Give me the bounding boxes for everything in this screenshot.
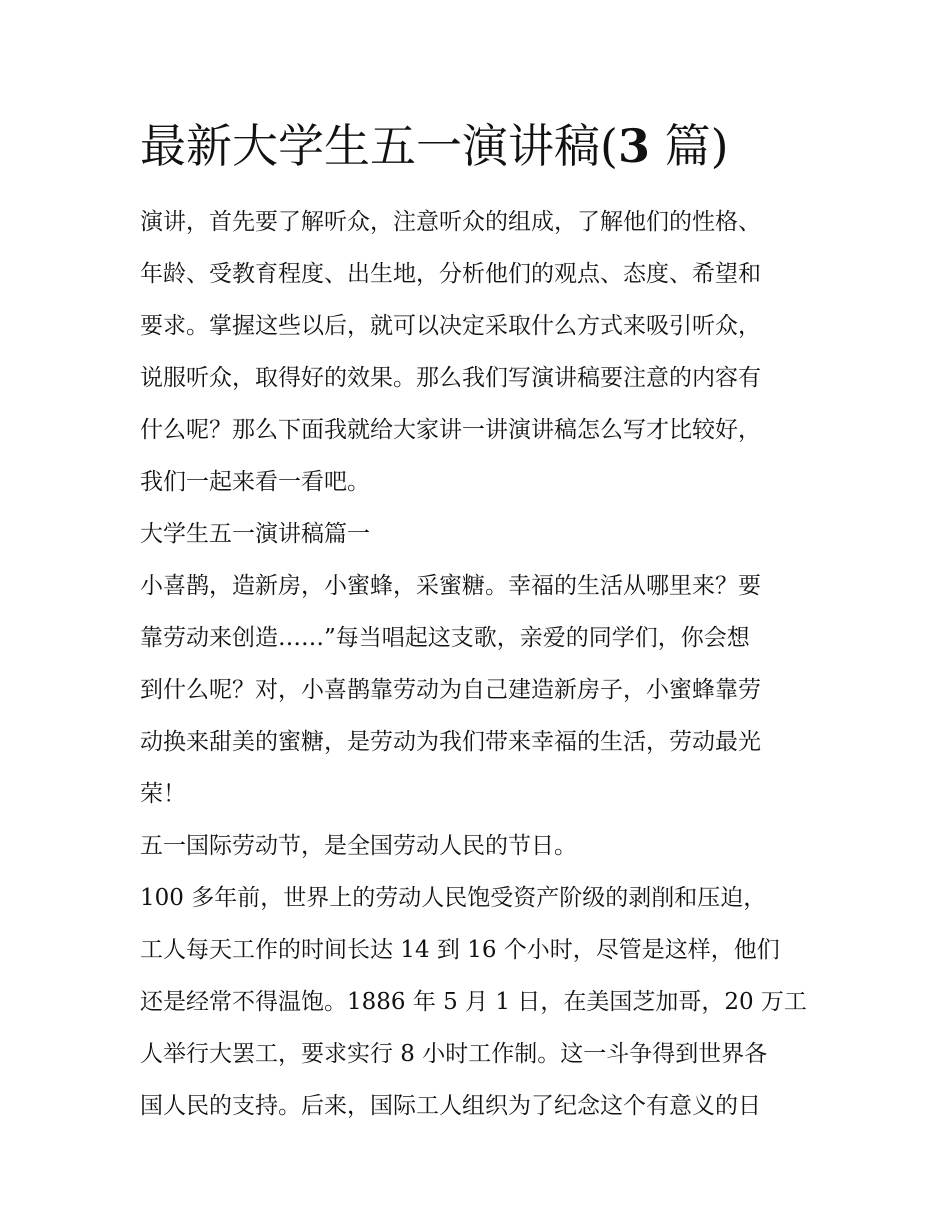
- text-line: 到什么呢？对，小喜鹊靠劳动为自己建造新房子，小蜜蜂靠劳: [140, 677, 761, 703]
- text-line: 国人民的支持。后来，国际工人组织为了纪念这个有意义的日: [140, 1093, 761, 1119]
- text-line: 动换来甜美的蜜糖，是劳动为我们带来幸福的生活，劳动最光: [140, 729, 761, 755]
- text-line: 我们一起来看一看吧。: [140, 469, 370, 495]
- text-line: 五一国际劳动节，是全国劳动人民的节日。: [140, 833, 577, 859]
- section-heading: 大学生五一演讲稿篇一: [140, 521, 370, 547]
- page-title: [140, 116, 840, 176]
- title-prefix: 最新大学生五一演讲稿(: [140, 119, 618, 173]
- title-number: 3: [617, 119, 650, 173]
- text-line: 什么呢？那么下面我就给大家讲一讲演讲稿怎么写才比较好，: [140, 417, 761, 443]
- text-line: 演讲，首先要了解听众，注意听众的组成，了解他们的性格、: [140, 209, 761, 235]
- text-line: 要求。掌握这些以后，就可以决定采取什么方式来吸引听众，: [140, 313, 761, 339]
- document-body: [140, 196, 820, 1132]
- text-line: 年龄、受教育程度、出生地，分析他们的观点、态度、希望和: [140, 261, 761, 287]
- text-line: 100 多年前，世界上的劳动人民饱受资产阶级的剥削和压迫，: [140, 885, 767, 911]
- text-line: 靠劳动来创造……”每当唱起这支歌，亲爱的同学们，你会想: [140, 625, 750, 651]
- text-line: 还是经常不得温饱。1886 年 5 月 1 日，在美国芝加哥，20 万工: [140, 989, 807, 1015]
- text-line: 人举行大罢工，要求实行 8 小时工作制。这一斗争得到世界各: [140, 1041, 768, 1067]
- title-suffix: 篇): [649, 119, 729, 173]
- text-line: 荣！: [140, 781, 186, 807]
- text-line: 说服听众，取得好的效果。那么我们写演讲稿要注意的内容有: [140, 365, 761, 391]
- text-line: 工人每天工作的时间长达 14 到 16 个小时，尽管是这样，他们: [140, 937, 780, 963]
- text-line: 小喜鹊，造新房，小蜜蜂，采蜜糖。幸福的生活从哪里来？要: [140, 573, 761, 599]
